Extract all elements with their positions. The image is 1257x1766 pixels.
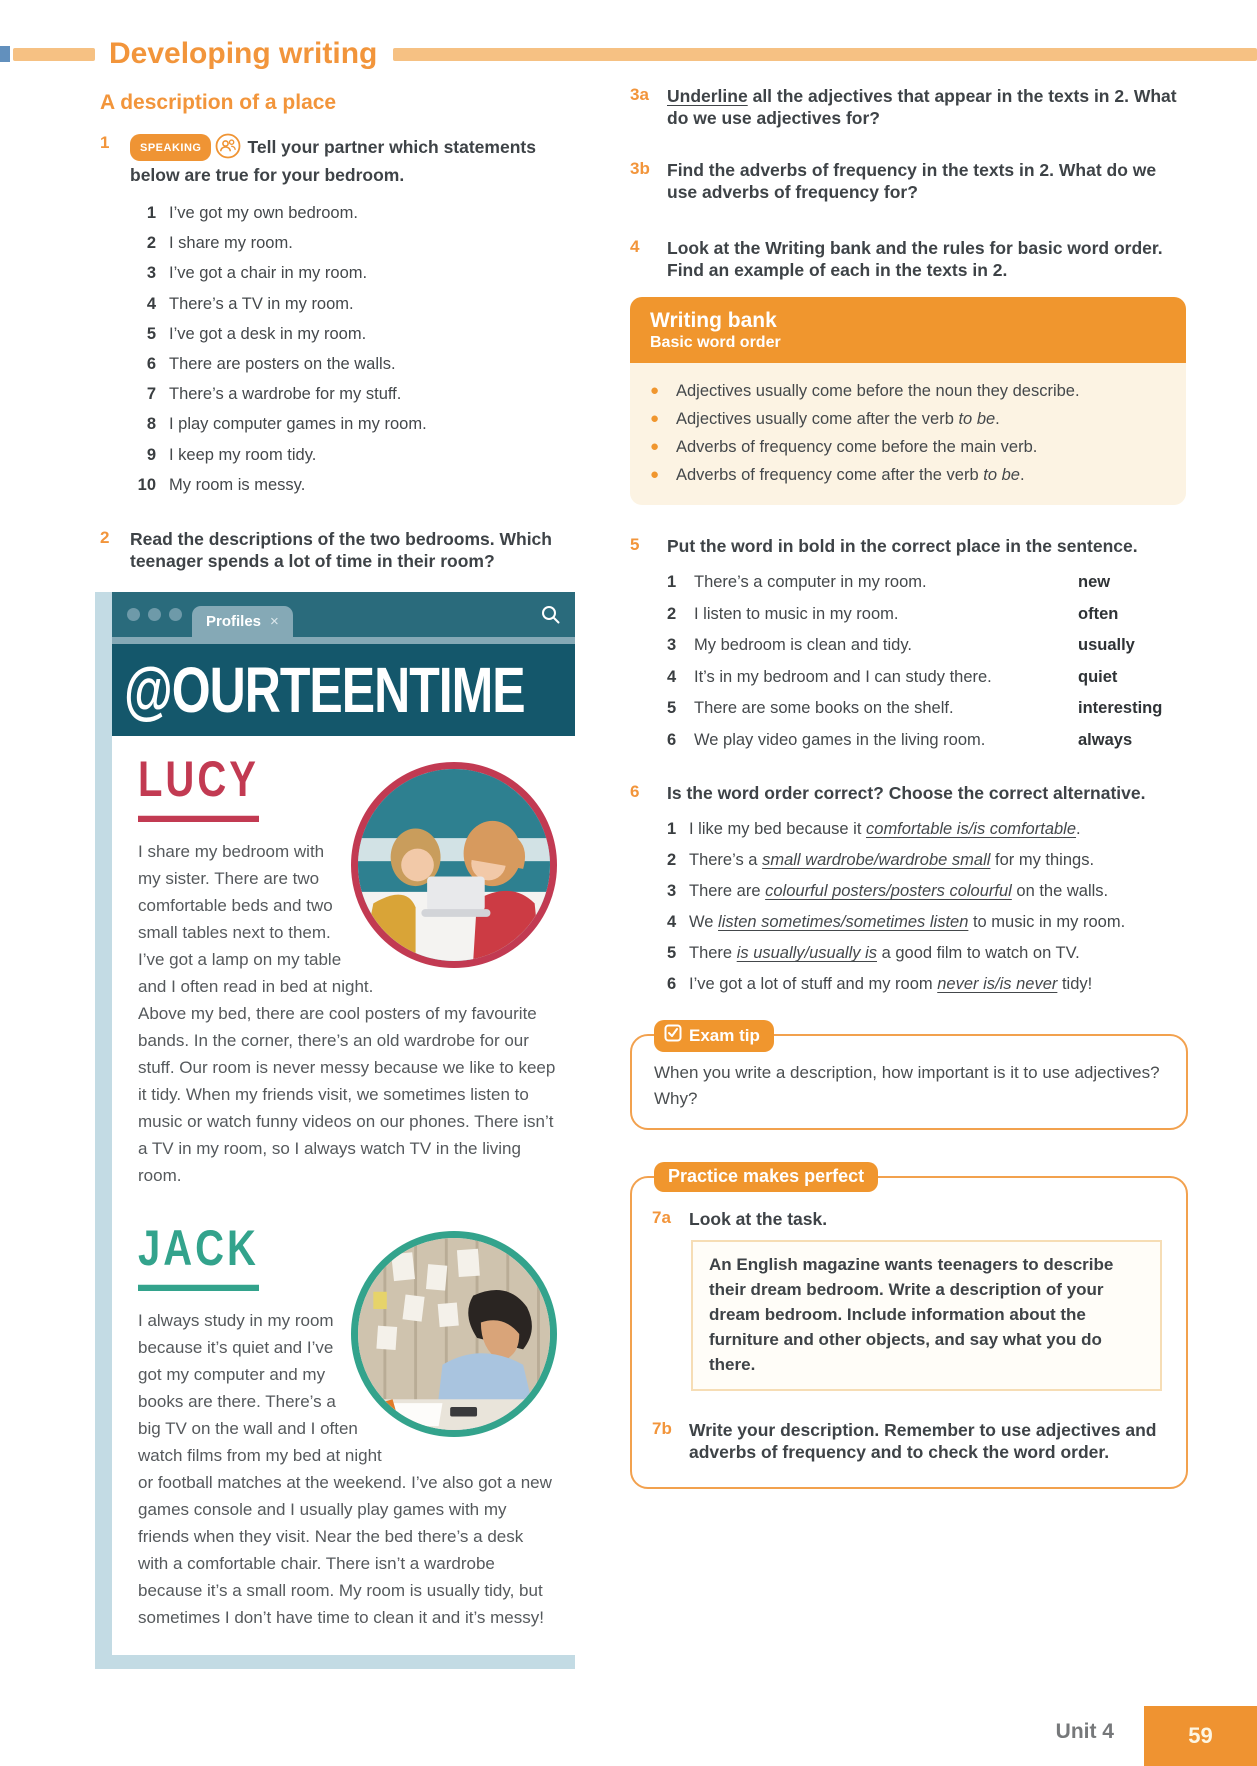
writing-bank-rule: ● Adverbs of frequency come after the verb to be. — [650, 461, 1166, 489]
task-box — [691, 1240, 1162, 1391]
exercise-7a-instruction: Look at the task. — [689, 1209, 828, 1229]
exercise-6-instruction: Is the word order correct? Choose the correct alternative. — [667, 783, 1146, 803]
exercise-3b — [630, 159, 1188, 203]
profile-lucy — [138, 760, 557, 1189]
choice-options: never is/is never — [937, 975, 1058, 993]
browser-titlebar — [112, 592, 575, 637]
blue-chip-decoration — [0, 46, 10, 62]
writing-bank — [630, 297, 1186, 505]
bold-word: quiet — [1078, 667, 1118, 686]
exam-tip-badge — [654, 1020, 774, 1052]
exercise-6 — [630, 782, 1188, 1000]
exercise-3b-number: 3b — [630, 159, 650, 178]
exam-tip-box — [630, 1025, 1188, 1130]
statements-list — [130, 198, 575, 500]
exercise-5-number: 5 — [630, 535, 640, 554]
list-item: 5 I’ve got a desk in my room. — [146, 324, 367, 343]
unit-label: Unit 4 — [1055, 1720, 1114, 1743]
bold-word: often — [1078, 604, 1119, 623]
list-item: 8 I play computer games in my room. — [146, 415, 427, 434]
exercise-1-number: 1 — [100, 133, 110, 152]
left-column — [95, 85, 575, 1669]
orange-rule-left — [13, 48, 95, 61]
profile-jack — [138, 1229, 557, 1631]
practice-box — [630, 1166, 1188, 1489]
site-brand-title: @OURTEENTIME — [124, 654, 525, 726]
exercise-7a-number: 7a — [652, 1208, 671, 1227]
sentence-row: 1 There’s a computer in my room. new — [667, 567, 1188, 599]
list-item: 10 My room is messy. — [137, 475, 306, 494]
exercise-6-number: 6 — [630, 782, 640, 801]
browser-tab-profiles[interactable] — [192, 606, 293, 637]
alternative-row: 2 There’s a small wardrobe/wardrobe small for my things. — [667, 851, 1095, 869]
page-title: Developing writing — [109, 37, 378, 70]
bullet-icon: ● — [650, 466, 660, 483]
bullet-icon: ● — [650, 438, 660, 455]
bullet-icon: ● — [650, 410, 660, 427]
lucy-text: I share my bedroom with my sister. There are two comfortable beds and two small tables next to them. I’ve got a lamp on my table and I often read in bed at night. Above my bed, there are cool posters of my favourite bands. In the corner, there’s an old wardrobe for our stuff. Our room is never messy because we like to keep it tidy. When my friends visit, we sometimes listen to music or watch funny videos on our phones. There isn’t a TV in my room, so I always watch TV in the living room. — [138, 842, 556, 1186]
exercise-7b — [652, 1419, 1166, 1463]
exercise-3b-instruction: Find the adverbs of frequency in the texts in 2. What do we use adverbs of frequency for? — [667, 160, 1157, 202]
right-column — [630, 85, 1188, 1489]
exercise-1 — [100, 133, 575, 500]
exercise-7b-number: 7b — [652, 1419, 672, 1438]
search-icon[interactable] — [540, 604, 562, 631]
exercise-2-instruction: Read the descriptions of the two bedrooms. Which teenager spends a lot of time in their room? — [130, 529, 552, 572]
exercise-7b-instruction: Write your description. Remember to use adjectives and adverbs of frequency and to check the word order. — [689, 1420, 1157, 1462]
site-banner — [112, 644, 575, 736]
jack-name: JACK — [138, 1229, 259, 1291]
sentence-row: 4 It’s in my bedroom and I can study there. quiet — [667, 662, 1188, 694]
jack-photo — [351, 1231, 557, 1437]
list-item: 3 I’ve got a chair in my room. — [146, 264, 368, 283]
list-item: 6 There are posters on the walls. — [146, 355, 396, 374]
choice-options: comfortable is/is comfortable — [866, 820, 1077, 838]
exercise-2 — [100, 528, 575, 572]
browser-mockup — [95, 592, 575, 1669]
writing-bank-body — [630, 363, 1186, 505]
exam-tip-text: When you write a description, how important is it to use adjectives? Why? — [654, 1063, 1160, 1108]
sentence-row: 2 I listen to music in my room. often — [667, 599, 1188, 631]
page-number: 59 — [1144, 1706, 1257, 1766]
exercise-4-number: 4 — [630, 237, 640, 256]
exercise-4-instruction: Look at the Writing bank and the rules for basic word order. Find an example of each in the texts in 2. — [667, 238, 1163, 280]
exam-tip-label: Exam tip — [689, 1025, 760, 1045]
section-title: A description of a place — [100, 91, 337, 114]
exercise-3a — [630, 85, 1188, 129]
writing-bank-title: Writing bank — [650, 309, 777, 332]
profiles-content — [112, 736, 575, 1641]
choice-options: listen sometimes/sometimes listen — [718, 913, 969, 931]
exercise-3a-instruction: all the adjectives that appear in the texts in 2. What do we use adjectives for? — [667, 86, 1177, 128]
bold-word: always — [1078, 730, 1133, 749]
window-buttons-icon — [127, 608, 182, 621]
speaking-badge: SPEAKING — [130, 134, 211, 161]
alternative-row: 4 We listen sometimes/sometimes listen to music in my room. — [667, 913, 1126, 931]
page-header — [0, 36, 1257, 72]
lucy-photo — [351, 762, 557, 968]
underline-word: Underline — [667, 86, 748, 106]
orange-rule-right — [393, 48, 1257, 61]
bold-word: usually — [1078, 636, 1135, 654]
list-item: 7 There’s a wardrobe for my stuff. — [146, 385, 402, 404]
browser-address-strip — [112, 637, 575, 644]
exercise-3a-number: 3a — [630, 85, 649, 104]
tab-close-icon[interactable]: × — [270, 613, 279, 631]
alternative-row: 3 There are colourful posters/posters colourful on the walls. — [667, 882, 1109, 900]
task-text: An English magazine wants teenagers to describe their dream bedroom. Write a description of your dream bedroom. Include information about the furniture and other objects, and say what you do there. — [709, 1255, 1114, 1374]
list-item: 4 There’s a TV in my room. — [146, 294, 354, 313]
writing-bank-rule: ● Adverbs of frequency come before the main verb. — [650, 433, 1166, 461]
exercise-7a — [652, 1208, 1166, 1391]
alternative-row: 6 I’ve got a lot of stuff and my room never is/is never tidy! — [667, 975, 1093, 993]
exercise-4 — [630, 237, 1188, 281]
sentence-row: 3 My bedroom is clean and tidy. usually — [667, 630, 1188, 662]
tab-label: Profiles — [206, 613, 262, 631]
sentence-row: 6 We play video games in the living room. always — [667, 725, 1188, 757]
exercise-5-instruction: Put the word in bold in the correct place in the sentence. — [667, 536, 1138, 556]
choice-options: colourful posters/posters colourful — [765, 882, 1012, 900]
writing-bank-rule: ● Adjectives usually come after the verb to be. — [650, 405, 1166, 433]
choice-options: small wardrobe/wardrobe small — [762, 851, 991, 869]
sentence-row: 5 There are some books on the shelf. interesting — [667, 693, 1188, 725]
bold-word: interesting — [1078, 699, 1163, 717]
bullet-icon: ● — [650, 382, 660, 399]
bold-word: new — [1078, 573, 1111, 591]
checkbox-icon — [664, 1024, 682, 1047]
list-item: 1 I’ve got my own bedroom. — [146, 204, 358, 222]
writing-bank-subtitle: Basic word order — [650, 334, 781, 351]
writing-bank-rule: ● Adjectives usually come before the noun they describe. — [650, 377, 1166, 405]
choice-options: is usually/usually is — [736, 944, 877, 962]
lucy-name: LUCY — [138, 760, 259, 822]
partners-icon — [215, 133, 241, 164]
exercise-1-instruction: Tell your partner which statements below are true for your bedroom. — [130, 137, 536, 185]
alternative-row: 1 I like my bed because it comfortable is/is comfortable. — [667, 820, 1081, 838]
list-item: 2 I share my room. — [146, 234, 293, 253]
jack-text: I always study in my room because it’s quiet and I’ve got my computer and my books are there. There’s a big TV on the wall and I often watch films from my bed at night or football matches at the weekend. I’ve also got a new games console and I usually play games with my friends when they visit. Near the bed there’s a desk with a comfortable chair. There isn’t a wardrobe because it’s a small room. My room is usually tidy, but sometimes I don’t have time to clean it and it’s messy! — [138, 1311, 552, 1628]
writing-bank-header — [630, 297, 1186, 363]
list-item: 9 I keep my room tidy. — [146, 445, 317, 464]
exercise-2-number: 2 — [100, 528, 110, 548]
alternative-row: 5 There is usually/usually is a good film to watch on TV. — [667, 944, 1080, 962]
practice-badge: Practice makes perfect — [654, 1162, 878, 1192]
exercise-5 — [630, 535, 1188, 756]
